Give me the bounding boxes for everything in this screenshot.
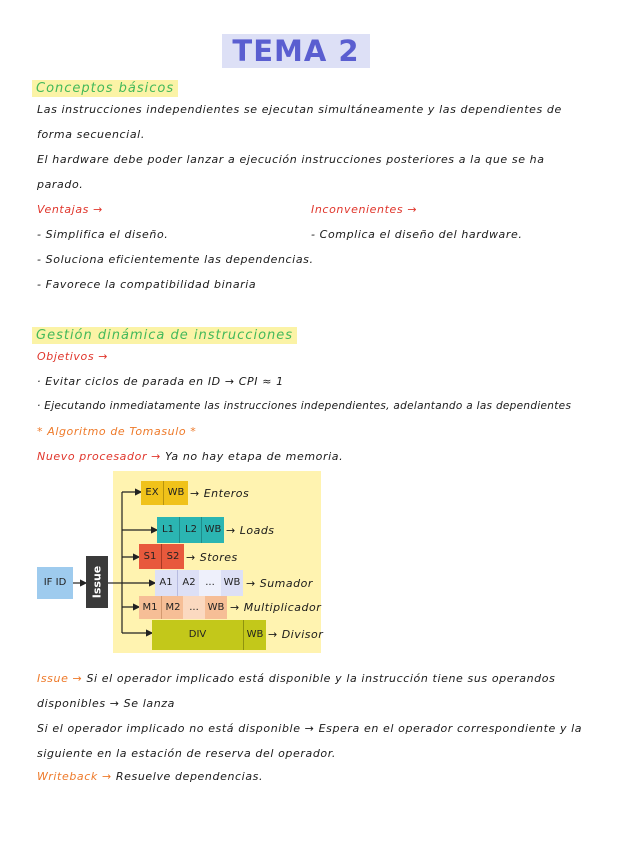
objetivo-item: · Evitar ciclos de parada en ID → CPI ≈ 1: [37, 375, 284, 388]
label-enteros: → Enteros: [190, 487, 250, 500]
page-title: TEMA 2: [222, 34, 370, 68]
s2-unit: S2: [161, 544, 184, 569]
issue-line: [37, 672, 555, 685]
label-multiplicador: → Multiplicador: [230, 601, 322, 614]
algoritmo-note: * Algoritmo de Tomasulo *: [37, 425, 197, 438]
nuevo-procesador-label: Nuevo procesador →: [37, 450, 161, 463]
paragraph-line: siguiente en la estación de reserva del operador.: [37, 747, 336, 760]
m1-unit: M1: [139, 596, 161, 619]
writeback-line: [37, 770, 263, 783]
objetivos-title: Objetivos →: [37, 350, 109, 363]
if-id-stage: IF ID: [37, 567, 73, 599]
inconveniente-item: - Complica el diseño del hardware.: [311, 228, 523, 241]
label-stores: → Stores: [186, 551, 238, 564]
section-heading-conceptos: Conceptos básicos: [32, 77, 178, 96]
m2-unit: M2: [161, 596, 184, 619]
ventaja-item: - Simplifica el diseño.: [37, 228, 169, 241]
paragraph-line: parado.: [37, 178, 84, 191]
a-dots: ...: [199, 570, 221, 596]
section-heading-gestion: Gestión dinámica de instrucciones: [32, 324, 297, 343]
issue-stage: Issue: [86, 556, 108, 608]
issue-label: Issue →: [37, 672, 83, 685]
paragraph-line: forma secuencial.: [37, 128, 145, 141]
ventaja-item: - Favorece la compatibilidad binaria: [37, 278, 257, 291]
label-divisor: → Divisor: [268, 628, 324, 641]
inconvenientes-title: Inconvenientes →: [311, 203, 418, 216]
l2-unit: L2: [179, 517, 202, 543]
nuevo-procesador-text: Ya no hay etapa de memoria.: [165, 450, 344, 463]
l-wb-unit: WB: [201, 517, 224, 543]
ventajas-title: Ventajas →: [37, 203, 103, 216]
div-wb-unit: WB: [243, 620, 266, 650]
m-wb-unit: WB: [205, 596, 227, 619]
objetivo-item: · Ejecutando inmediatamente las instrucciones independientes, adelantando a las dependientes: [37, 400, 572, 412]
paragraph-line: Las instrucciones independientes se ejecutan simultáneamente y las dependientes de: [37, 103, 562, 116]
paragraph-line: Si el operador implicado no está disponible → Espera en el operador correspondiente y la: [37, 722, 583, 735]
div-unit: DIV: [152, 620, 243, 650]
l1-unit: L1: [157, 517, 179, 543]
writeback-label: Writeback →: [37, 770, 112, 783]
paragraph-line: disponibles → Se lanza: [37, 697, 175, 710]
label-loads: → Loads: [226, 524, 275, 537]
a-wb-unit: WB: [221, 570, 243, 596]
m-dots: ...: [183, 596, 205, 619]
label-sumador: → Sumador: [246, 577, 313, 590]
ex-unit: EX: [141, 481, 163, 505]
writeback-text: Resuelve dependencias.: [115, 770, 264, 783]
a2-unit: A2: [177, 570, 200, 596]
ventaja-item: - Soluciona eficientemente las dependencias.: [37, 253, 314, 266]
issue-text: Si el operador implicado está disponible y la instrucción tiene sus operandos: [86, 672, 556, 685]
a1-unit: A1: [155, 570, 177, 596]
paragraph-line: El hardware debe poder lanzar a ejecución instrucciones posteriores a la que se ha: [37, 153, 545, 166]
ex-wb-unit: WB: [163, 481, 188, 505]
s1-unit: S1: [139, 544, 161, 569]
